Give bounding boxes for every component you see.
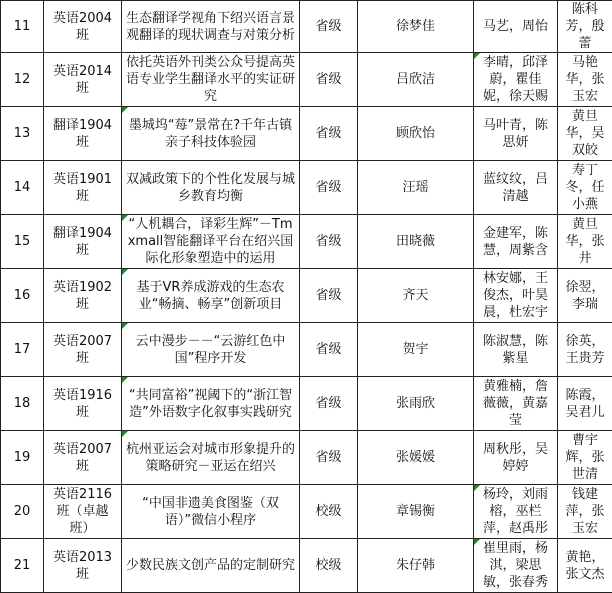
- level-cell[interactable]: 省级: [300, 431, 358, 485]
- row-number-cell[interactable]: 15: [1, 215, 44, 269]
- class-cell[interactable]: 英语1901班: [44, 161, 122, 215]
- class-cell[interactable]: 英语2013班: [44, 539, 122, 593]
- leader-cell[interactable]: 顾欣怡: [358, 107, 474, 161]
- table-row: [1, 485, 612, 539]
- leader-cell[interactable]: 张媛媛: [358, 431, 474, 485]
- class-cell[interactable]: 翻译1904班: [44, 107, 122, 161]
- level-cell[interactable]: 校级: [300, 539, 358, 593]
- advisor-cell[interactable]: 陈霞，吴君儿: [558, 377, 612, 431]
- table-row: [1, 215, 612, 269]
- members-cell[interactable]: 马叶青，陈思妍: [474, 107, 558, 161]
- leader-cell[interactable]: 齐天: [358, 269, 474, 323]
- members-cell[interactable]: 崔里雨，杨淇，梁思敏，张春秀: [474, 539, 558, 593]
- project-title-cell[interactable]: 依托英语外刊类公众号提高英语专业学生翻译水平的实证研究: [122, 53, 300, 107]
- leader-cell[interactable]: 徐梦佳: [358, 1, 474, 53]
- class-cell[interactable]: 英语2007班: [44, 323, 122, 377]
- project-title-cell[interactable]: 杭州亚运会对城市形象提升的策略研究－亚运在绍兴: [122, 431, 300, 485]
- level-cell[interactable]: 省级: [300, 1, 358, 53]
- level-cell[interactable]: 校级: [300, 485, 358, 539]
- class-cell[interactable]: 英语2004班: [44, 1, 122, 53]
- project-title-cell[interactable]: “人机耦合，译彩生辉”－Tmxmall智能翻译平台在绍兴国际化形象塑造中的运用: [122, 215, 300, 269]
- table-body: [1, 1, 612, 593]
- level-cell[interactable]: 省级: [300, 107, 358, 161]
- level-cell[interactable]: 省级: [300, 215, 358, 269]
- advisor-cell[interactable]: 黄旦华，张井: [558, 215, 612, 269]
- advisor-cell[interactable]: 黄艳，张文杰: [558, 539, 612, 593]
- members-cell[interactable]: 周秋彤，吴婷婷: [474, 431, 558, 485]
- class-cell[interactable]: 英语2014班: [44, 53, 122, 107]
- advisor-cell[interactable]: 曹宇辉，张世清: [558, 431, 612, 485]
- row-number-cell[interactable]: 17: [1, 323, 44, 377]
- row-number-cell[interactable]: 16: [1, 269, 44, 323]
- row-number-cell[interactable]: 21: [1, 539, 44, 593]
- table-row: [1, 53, 612, 107]
- table-row: [1, 539, 612, 593]
- advisor-cell[interactable]: 钱建萍，张玉宏: [558, 485, 612, 539]
- project-title-cell[interactable]: 生态翻译学视角下绍兴语言景观翻译的现状调查与对策分析: [122, 1, 300, 53]
- project-title-cell[interactable]: “中国非遗美食图鉴（双语）”微信小程序: [122, 485, 300, 539]
- table-row: [1, 431, 612, 485]
- level-cell[interactable]: 省级: [300, 377, 358, 431]
- leader-cell[interactable]: 张雨欣: [358, 377, 474, 431]
- leader-cell[interactable]: 朱仔韩: [358, 539, 474, 593]
- project-title-cell[interactable]: 少数民族文创产品的定制研究: [122, 539, 300, 593]
- row-number-cell[interactable]: 20: [1, 485, 44, 539]
- advisor-cell[interactable]: 陈科芳，殷蕾: [558, 1, 612, 53]
- table-row: [1, 269, 612, 323]
- project-title-cell[interactable]: 墨城坞“莓”景常在?千年古镇亲子科技体验园: [122, 107, 300, 161]
- table-row: [1, 107, 612, 161]
- advisor-cell[interactable]: 徐翌，李瑞: [558, 269, 612, 323]
- leader-cell[interactable]: 章锡衡: [358, 485, 474, 539]
- leader-cell[interactable]: 田晓薇: [358, 215, 474, 269]
- row-number-cell[interactable]: 18: [1, 377, 44, 431]
- members-cell[interactable]: 李晴，邱泽蔚，瞿佳妮，徐天赐: [474, 53, 558, 107]
- advisor-cell[interactable]: 马艳华，张玉宏: [558, 53, 612, 107]
- row-number-cell[interactable]: 13: [1, 107, 44, 161]
- class-cell[interactable]: 英语1902班: [44, 269, 122, 323]
- class-cell[interactable]: 英语2116班（卓越班）: [44, 485, 122, 539]
- level-cell[interactable]: 省级: [300, 323, 358, 377]
- members-cell[interactable]: 蓝纹纹，吕清越: [474, 161, 558, 215]
- advisor-cell[interactable]: 黄旦华，吴双皎: [558, 107, 612, 161]
- leader-cell[interactable]: 汪瑶: [358, 161, 474, 215]
- level-cell[interactable]: 省级: [300, 269, 358, 323]
- members-cell[interactable]: 马艺，周怡: [474, 1, 558, 53]
- class-cell[interactable]: 翻译1904班: [44, 215, 122, 269]
- row-number-cell[interactable]: 14: [1, 161, 44, 215]
- class-cell[interactable]: 英语1916班: [44, 377, 122, 431]
- table-row: [1, 1, 612, 53]
- table-row: [1, 161, 612, 215]
- project-title-cell[interactable]: 基于VR养成游戏的生态农业“畅摘、畅享”创新项目: [122, 269, 300, 323]
- project-title-cell[interactable]: 云中漫步－－“云游红色中国”程序开发: [122, 323, 300, 377]
- members-cell[interactable]: 林安娜，王俊杰，叶昊晨，杜宏宇: [474, 269, 558, 323]
- leader-cell[interactable]: 贺宇: [358, 323, 474, 377]
- members-cell[interactable]: 杨玲，刘雨榕，巫栏萍，赵禹彤: [474, 485, 558, 539]
- members-cell[interactable]: 陈淑慧，陈紫星: [474, 323, 558, 377]
- members-cell[interactable]: 黄雅楠，詹薇薇，黄嘉莹: [474, 377, 558, 431]
- level-cell[interactable]: 省级: [300, 161, 358, 215]
- class-cell[interactable]: 英语2007班: [44, 431, 122, 485]
- project-title-cell[interactable]: 双减政策下的个性化发展与城乡教育均衡: [122, 161, 300, 215]
- row-number-cell[interactable]: 19: [1, 431, 44, 485]
- leader-cell[interactable]: 吕欣洁: [358, 53, 474, 107]
- table-row: [1, 377, 612, 431]
- row-number-cell[interactable]: 12: [1, 53, 44, 107]
- row-number-cell[interactable]: 11: [1, 1, 44, 53]
- level-cell[interactable]: 省级: [300, 53, 358, 107]
- advisor-cell[interactable]: 徐英，王贵芳: [558, 323, 612, 377]
- table-row: [1, 323, 612, 377]
- members-cell[interactable]: 金建军，陈慧，周紫含: [474, 215, 558, 269]
- advisor-cell[interactable]: 寿丁冬，任小燕: [558, 161, 612, 215]
- project-title-cell[interactable]: “共同富裕”视阈下的“浙江智造”外语数字化叙事实践研究: [122, 377, 300, 431]
